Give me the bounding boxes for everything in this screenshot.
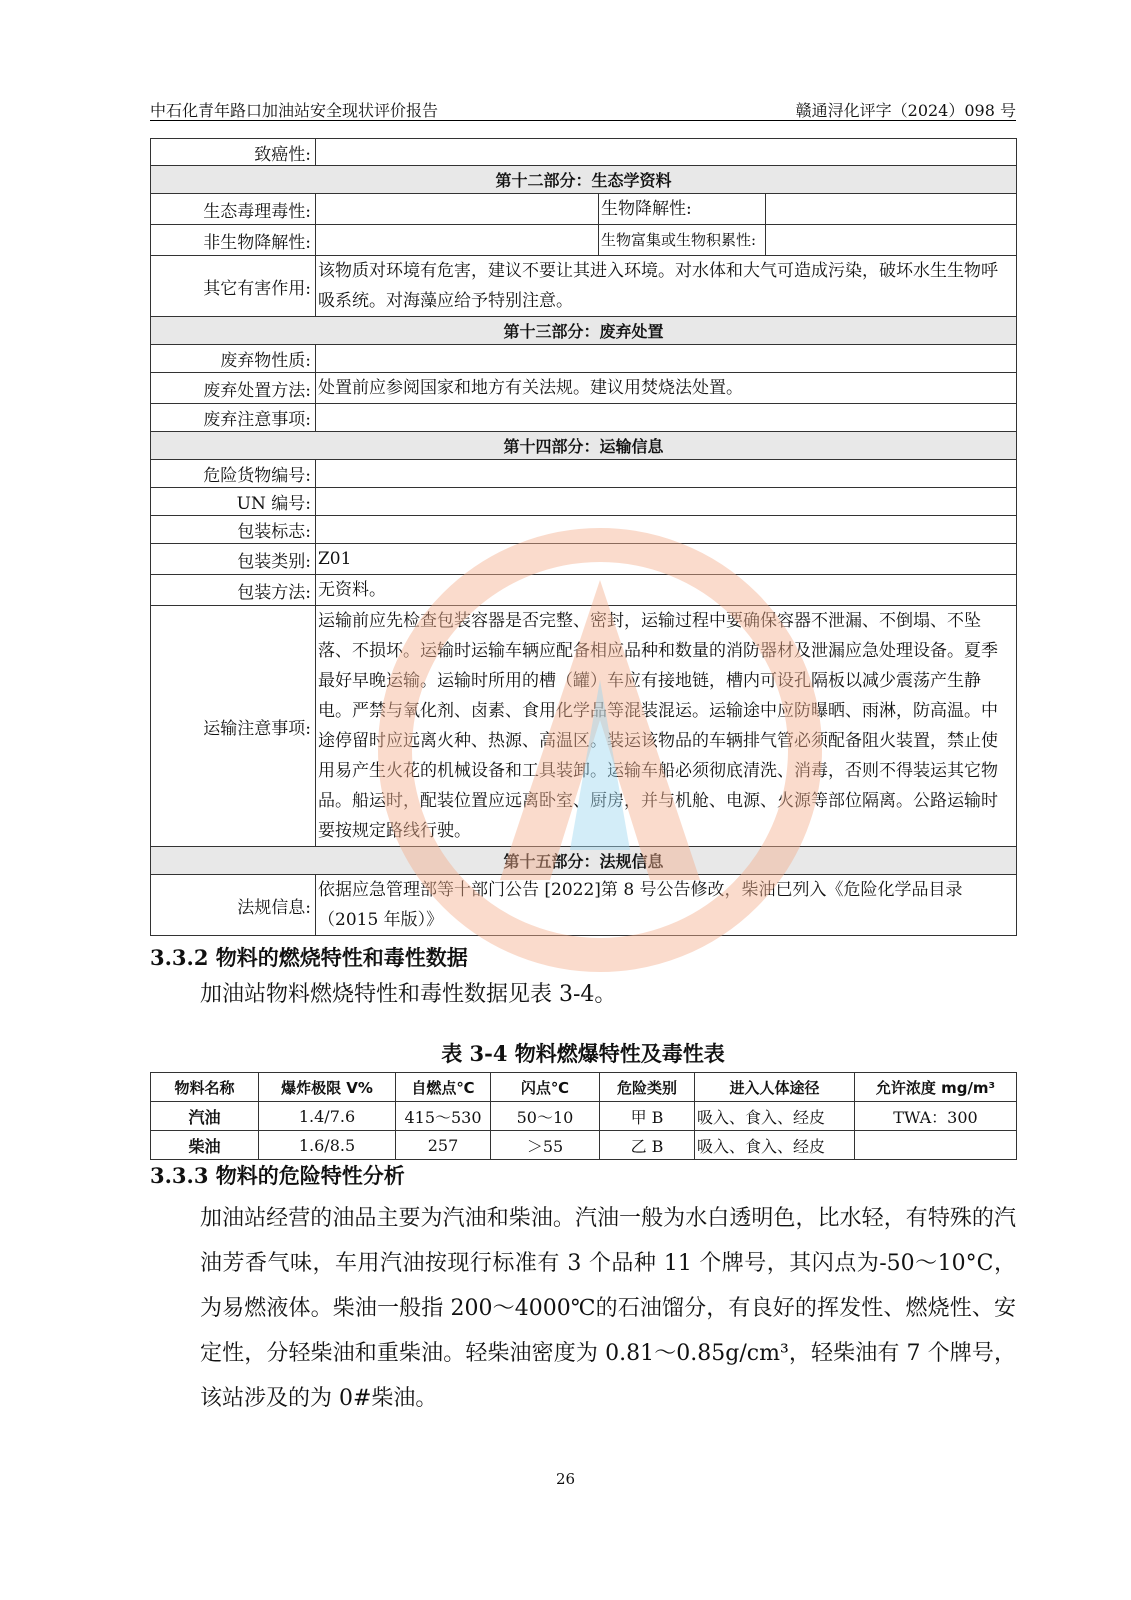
label-bioaccumulation: 生物富集或生物积累性: (599, 225, 766, 256)
value-transport-notes: 运输前应先检查包装容器是否完整、密封，运输过程中要确保容器不泄漏、不倒塌、不坠落、不损坏。运输时运输车辆应配备相应品种和数量的消防器材及泄漏应急处理设备。夏季最好早晚运输。运输时所用的槽（罐）车应有接地链，槽内可设孔隔板以减少震荡产生静电。严禁与氧化剂、卤素、食用化学品等混装混运。运输途中应防曝晒、雨淋，防高温。中途停留时应远离火种、热源、高温区。装运该物品的车辆排气管必须配备阻火装置，禁止使用易产生火花的机械设备和工具装卸。运输车船必须彻底清洗、消毒，否则不得装运其它物品。船运时，配装位置应远离卧室、厨房，并与机舱、电源、火源等部位隔离。公路运输时要按规定路线行驶。 (316, 606, 1017, 847)
value-package-mark (316, 516, 1017, 544)
col-header: 爆炸极限 V% (259, 1073, 396, 1102)
col-header: 进入人体途径 (695, 1073, 855, 1102)
col-header: 物料名称 (151, 1073, 259, 1102)
combustion-toxicity-table (150, 1072, 1017, 1160)
label-transport-notes: 运输注意事项: (151, 606, 316, 847)
row-ecotox (151, 194, 1017, 225)
page-header (150, 96, 1016, 121)
row-package-mark (151, 516, 1017, 544)
row-package-class (151, 544, 1017, 575)
table-cell: 415～530 (396, 1102, 491, 1131)
row-nonbiodeg (151, 225, 1017, 256)
value-ecotox (316, 194, 599, 225)
value-package-class: Z01 (316, 544, 1017, 575)
col-header: 闪点℃ (491, 1073, 600, 1102)
section-3-3-3-heading: 3.3.3 物料的危险特性分析 (150, 1163, 405, 1188)
col-header: 自燃点℃ (396, 1073, 491, 1102)
row-dg-number (151, 460, 1017, 488)
section-13-heading: 第十三部分：废弃处置 (151, 317, 1017, 345)
label-package-mark: 包装标志: (151, 516, 316, 544)
value-biodegradation (766, 194, 1017, 225)
row-transport-notes (151, 606, 1017, 847)
label-un-number: UN 编号: (151, 488, 316, 516)
label-waste-method: 废弃处置方法: (151, 373, 316, 404)
row-waste-notes (151, 404, 1017, 432)
value-other-effects: 该物质对环境有危害，建议不要让其进入环境。对水体和大气可造成污染，破坏水生生物呼吸系统。对海藻应给予特别注意。 (316, 256, 1017, 317)
label-other-effects: 其它有害作用: (151, 256, 316, 317)
row-regulations (151, 875, 1017, 936)
value-carcinogenicity (316, 139, 1017, 166)
table-cell (855, 1131, 1017, 1160)
label-regulations: 法规信息: (151, 875, 316, 936)
table-cell: 1.6/8.5 (259, 1131, 396, 1160)
label-nonbiodeg: 非生物降解性: (151, 225, 316, 256)
value-bioaccumulation (766, 225, 1017, 256)
table-row (151, 1102, 1017, 1131)
row-waste-method (151, 373, 1017, 404)
label-carcinogenicity: 致癌性: (151, 139, 316, 166)
label-waste-notes: 废弃注意事项: (151, 404, 316, 432)
value-waste-nature (316, 345, 1017, 373)
section-12-heading: 第十二部分：生态学资料 (151, 166, 1017, 194)
header-report-title: 中石化青年路口加油站安全现状评价报告 (150, 101, 439, 120)
table-cell: 50～10 (491, 1102, 600, 1131)
label-dg-number: 危险货物编号: (151, 460, 316, 488)
table-cell: ＞55 (491, 1131, 600, 1160)
section-3-3-2-heading: 3.3.2 物料的燃烧特性和毒性数据 (150, 945, 468, 970)
table-cell: TWA：300 (855, 1102, 1017, 1131)
value-dg-number (316, 460, 1017, 488)
col-header: 危险类别 (600, 1073, 695, 1102)
value-regulations: 依据应急管理部等十部门公告 [2022]第 8 号公告修改，柴油已列入《危险化学品目录（2015 年版）》 (316, 875, 1017, 936)
table-row (151, 1131, 1017, 1160)
label-package-class: 包装类别: (151, 544, 316, 575)
row-package-method (151, 575, 1017, 606)
value-waste-method: 处置前应参阅国家和地方有关法规。建议用焚烧法处置。 (316, 373, 1017, 404)
label-package-method: 包装方法: (151, 575, 316, 606)
body-text: 加油站经营的油品主要为汽油和柴油。汽油一般为水白透明色，比水轻，有特殊的汽油芳香气味，车用汽油按现行标准有 3 个品种 11 个牌号，其闪点为-50～10°C，为易燃液体。柴油一般指 200～4000℃的石油馏分，有良好的挥发性、燃烧性、安定性，分轻柴油和重柴油。轻柴油密度为 0.81～0.85g/cm³，轻柴油有 7 个牌号，该站涉及的为 0#柴油。 (200, 1206, 1016, 1411)
page-number: 26 (555, 1470, 576, 1488)
label-biodegradation: 生物降解性: (599, 194, 766, 225)
intro-text: 加油站物料燃烧特性和毒性数据见表 3-4。 (200, 982, 617, 1007)
col-header: 允许浓度 mg/m³ (855, 1073, 1017, 1102)
table-cell: 吸入、食入、经皮 (695, 1102, 855, 1131)
section-3-3-2-intro (150, 972, 1016, 1017)
row-un-number (151, 488, 1017, 516)
table-cell: 柴油 (151, 1131, 259, 1160)
table-cell: 乙 B (600, 1131, 695, 1160)
table-caption: 表 3-4 物料燃爆特性及毒性表 (441, 1041, 725, 1066)
value-un-number (316, 488, 1017, 516)
value-nonbiodeg (316, 225, 599, 256)
table-cell: 甲 B (600, 1102, 695, 1131)
row-other-effects (151, 256, 1017, 317)
header-report-number: 赣通浔化评字（2024）098 号 (795, 101, 1016, 120)
row-waste-nature (151, 345, 1017, 373)
section-14-heading: 第十四部分：运输信息 (151, 432, 1017, 460)
label-ecotox: 生态毒理毒性: (151, 194, 316, 225)
table-cell: 1.4/7.6 (259, 1102, 396, 1131)
section-3-3-3-body (150, 1196, 1016, 1421)
section-15-heading: 第十五部分：法规信息 (151, 847, 1017, 875)
table-cell: 257 (396, 1131, 491, 1160)
row-carcinogenicity (151, 139, 1017, 166)
table-cell: 吸入、食入、经皮 (695, 1131, 855, 1160)
value-package-method: 无资料。 (316, 575, 1017, 606)
msds-table (150, 138, 1017, 936)
table-cell: 汽油 (151, 1102, 259, 1131)
table-header-row (151, 1073, 1017, 1102)
label-waste-nature: 废弃物性质: (151, 345, 316, 373)
value-waste-notes (316, 404, 1017, 432)
